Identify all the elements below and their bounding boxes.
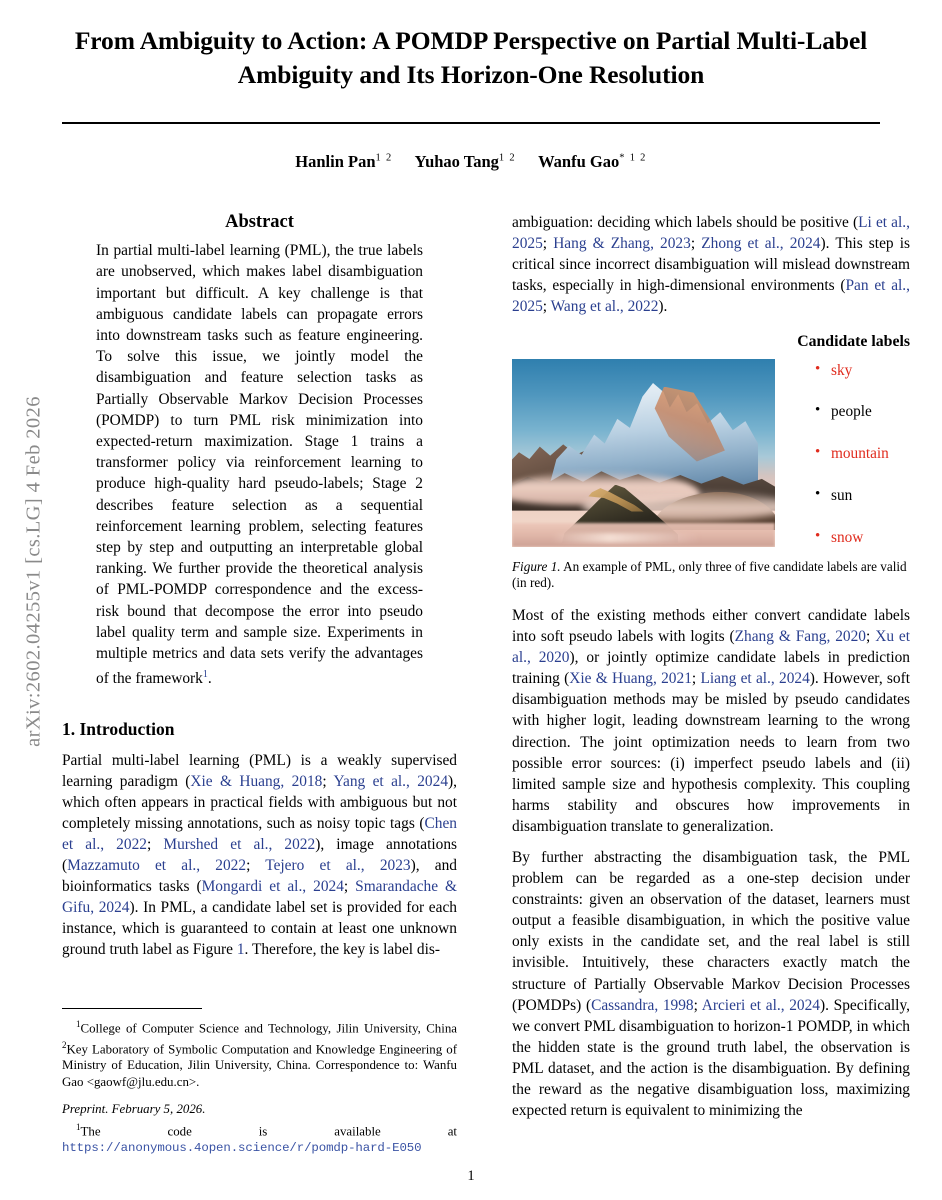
citation-xie-huang-2018[interactable]: Xie & Huang, 2018 — [190, 772, 323, 790]
affiliation-mark-2: 2 — [62, 1039, 67, 1050]
citation-separator: ; — [542, 298, 551, 316]
right-text-b: ). This step is critical since incorrect disambiguation will mislead downstream tasks, especially in high-dimensional environments ( — [512, 235, 910, 295]
left-column — [62, 212, 457, 971]
code-repository-link[interactable]: https://anonymous.4open.science/r/pomdp-hard-E050 — [62, 1141, 422, 1156]
figure-caption — [512, 559, 910, 591]
footnote-block — [62, 1016, 457, 1157]
citation-xu-2020[interactable]: Xu et al., 2020 — [512, 628, 911, 667]
right-paragraph-2 — [512, 605, 910, 837]
citation-separator: ; — [246, 857, 266, 875]
arxiv-stamp: arXiv:2602.04255v1 [cs.LG] 4 Feb 2026 — [22, 396, 45, 747]
citation-hang-zhang-2023[interactable]: Hang & Zhang, 2023 — [553, 235, 691, 253]
right-text-a: ambiguation: deciding which labels should be positive ( — [512, 214, 859, 231]
figure-caption-label: Figure 1. — [512, 558, 561, 574]
affiliation-mark-1: 1 — [76, 1019, 81, 1029]
list-item: • sky — [815, 362, 910, 379]
right-text-d: Most of the existing methods either convert candidate labels into soft pseudo labels with logits ( — [512, 606, 910, 646]
citation-separator: ; — [322, 772, 334, 790]
figure-reference[interactable]: 1 — [236, 941, 245, 959]
citation-separator: ; — [693, 996, 702, 1014]
author-affiliation-marks: * 1 2 — [619, 152, 647, 164]
right-text-g: By further abstracting the disambiguation task, the PML problem can be regarded as a one-step decision under constraints: given an observation of the dataset, learners must output a feasible disambiguation, in which the positive value only exists in the candidate set, and the real label is still invisible. Intuitively, these characters exactly match the structure of Partially Observable Markov Decision Processes (POMDPs) ( — [512, 849, 910, 1014]
author-name: Yuhao Tang — [414, 152, 499, 171]
intro-text-a: Partial multi-label learning (PML) is a weakly supervised learning paradigm ( — [62, 751, 457, 790]
title-block — [62, 24, 880, 92]
abstract-body — [62, 240, 457, 689]
page-number: 1 — [467, 1168, 475, 1184]
list-item: • sun — [815, 487, 910, 504]
citation-zhong-2024[interactable]: Zhong et al., 2024 — [701, 235, 821, 253]
abstract-text-tail: . — [207, 670, 212, 688]
citation-separator: ; — [146, 835, 164, 853]
citation-mazzamuto-2022[interactable]: Mazzamuto et al., 2022 — [67, 857, 247, 875]
intro-paragraph-1 — [62, 750, 457, 961]
citation-separator: ; — [866, 628, 876, 646]
mountain-landscape-image — [512, 359, 775, 547]
affiliation-footnote — [62, 1016, 457, 1090]
right-paragraph-1 — [512, 212, 910, 317]
intro-text-c: ), image annotations ( — [62, 835, 458, 875]
code-availability-footnote — [62, 1119, 457, 1157]
citation-separator: ; — [691, 670, 701, 688]
abstract-text: In partial multi-label learning (PML), the true labels are unobserved, which makes label disambiguation important but difficult. A key challenge is that ambiguous candidate labels can propagate errors into downstream tasks such as feature engineering. To solve this issue, we jointly model the disambiguation and feature selection tasks as Partially Observable Markov Decision Processes (POMDP) to turn PML risk minimization into expected-return maximization. Stage 1 trains a transformer policy via reinforcement learning to produce high-quality hard pseudo-labels; Stage 2 describes feature selection as a sequential reinforcement learning problem, selecting features step by step and outputting an interpretable global ranking. We further provide the theoretical analysis of PML-POMDP correspondence and the excess-risk bound that decompose the error into pseudo label quality term and sample size. Experiments in multiple metrics and data sets verify the advantages of the framework — [96, 242, 423, 688]
author-list — [62, 152, 880, 172]
author-name: Wanfu Gao — [538, 152, 620, 171]
intro-text-d: ), and bioinformatics tasks ( — [62, 857, 457, 896]
citation-arcieri-2024[interactable]: Arcieri et al., 2024 — [701, 996, 820, 1014]
right-paragraph-3 — [512, 847, 910, 1121]
figure-content-row — [512, 359, 910, 547]
affiliation-text-1: College of Computer Science and Technology, Jilin University, China — [80, 1021, 457, 1036]
page-title: From Ambiguity to Action: A POMDP Perspective on Partial Multi-Label Ambiguity and Its Horizon-One Resolution — [74, 26, 868, 89]
citation-yang-2024[interactable]: Yang et al., 2024 — [333, 772, 449, 790]
image-water-sheen-layer — [550, 533, 700, 543]
right-text-h: ). Specifically, we convert PML disambiguation to horizon-1 POMDP, in which the hidden state is the ground truth label, the observation is PML dataset, and the action is the disambiguation. By defining the reward as the negative disambiguation loss, maximizing expected return is equivalent to minimizing the — [512, 996, 910, 1120]
title-divider — [62, 122, 880, 124]
right-text-f: ). However, soft disambiguation methods may be misled by pseudo candidates with higher logit, leading downstream learning to the wrong direction. The joint optimization needs to learn from two possible error sources: (i) imperfect pseudo labels and (ii) limited sample size and hypothesis complexity. This coupling harms stability and obscures how improvements in disambiguation translate to generalization. — [512, 670, 911, 835]
citation-xie-huang-2021[interactable]: Xie & Huang, 2021 — [569, 670, 692, 688]
intro-text-f: . Therefore, the key is label dis- — [244, 941, 440, 959]
citation-li-2025[interactable]: Li et al., 2025 — [512, 214, 910, 253]
abstract-footnote-marker: 1 — [202, 669, 208, 681]
author-entry — [415, 152, 516, 171]
intro-text-e: ). In PML, a candidate label set is provided for each instance, which is guaranteed to contain at least one unknown ground truth label as Figure — [62, 899, 457, 959]
code-footnote-text: The code is available at — [80, 1123, 457, 1138]
preprint-line: Preprint. February 5, 2026. — [62, 1102, 206, 1117]
citation-murshed-2022[interactable]: Murshed et al., 2022 — [163, 835, 316, 853]
citation-smarandache-gifu-2024[interactable]: Smarandache & Gifu, 2024 — [62, 878, 457, 917]
right-column — [512, 212, 910, 1131]
citation-pan-2025[interactable]: Pan et al., 2025 — [512, 277, 910, 316]
abstract-heading: Abstract — [225, 212, 294, 232]
citation-mongardi-2024[interactable]: Mongardi et al., 2024 — [201, 878, 344, 896]
citation-zhang-fang-2020[interactable]: Zhang & Fang, 2020 — [734, 628, 867, 646]
author-name: Hanlin Pan — [295, 152, 376, 171]
right-text-e: ), or jointly optimize candidate labels in prediction training ( — [512, 649, 911, 688]
list-item: • people — [815, 403, 910, 420]
citation-separator: ; — [542, 235, 554, 253]
citation-chen-2022[interactable]: Chen et al., 2022 — [62, 814, 457, 853]
candidate-label-list — [775, 359, 910, 547]
right-text-c: ). — [658, 298, 668, 316]
list-item: • mountain — [815, 445, 910, 462]
figure-caption-text: An example of PML, only three of five candidate labels are valid (in red). — [512, 558, 907, 590]
figure-1 — [512, 331, 910, 591]
citation-separator: ; — [343, 878, 356, 896]
citation-separator: ; — [690, 235, 702, 253]
candidate-labels-heading: Candidate labels — [797, 333, 910, 351]
citation-liang-2024[interactable]: Liang et al., 2024 — [700, 670, 810, 688]
affiliation-text-2: Key Laboratory of Symbolic Computation and Knowledge Engineering of Ministry of Education, Jilin University, China. Correspondence to: Wanfu Gao <gaowf@jlu.edu.cn>. — [62, 1042, 457, 1089]
code-footnote-mark: 1 — [76, 1121, 81, 1132]
author-affiliation-marks: 1 2 — [498, 152, 516, 164]
citation-cassandra-1998[interactable]: Cassandra, 1998 — [591, 996, 694, 1014]
author-entry — [538, 152, 647, 171]
intro-text-b: ), which often appears in practical fields with ambiguous but not completely missing annotations, such as noisy topic tags ( — [62, 772, 457, 832]
section-heading-introduction: 1. Introduction — [62, 719, 175, 740]
citation-tejero-2023[interactable]: Tejero et al., 2023 — [265, 857, 411, 875]
footnote-divider — [62, 1008, 202, 1009]
citation-wang-2022[interactable]: Wang et al., 2022 — [550, 298, 659, 316]
list-item: • snow — [815, 529, 910, 546]
author-entry — [295, 152, 392, 171]
author-affiliation-marks: 1 2 — [375, 152, 393, 164]
